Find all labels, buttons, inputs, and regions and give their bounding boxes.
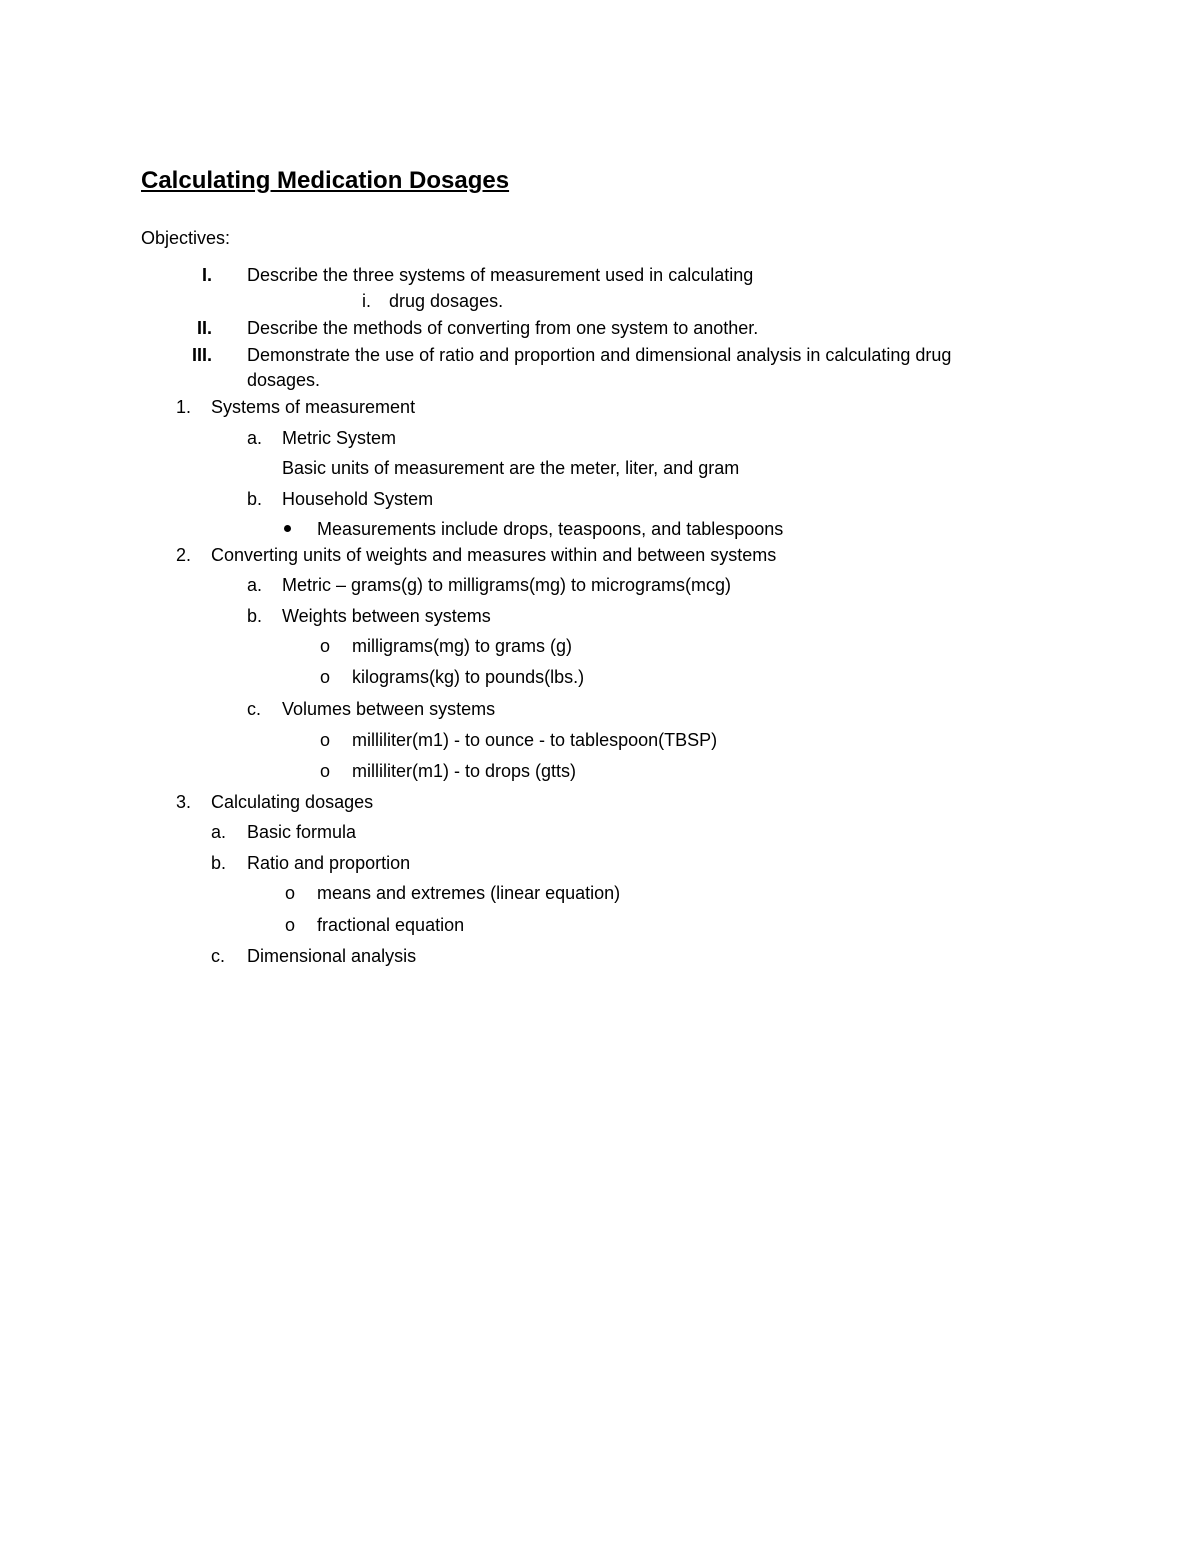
list-item: Ratio and proportion — [247, 853, 411, 873]
objective-marker: III. — [191, 345, 212, 365]
objective-marker: I. — [201, 265, 212, 285]
sub-bullet-item: milligrams(mg) to grams (g) — [352, 636, 573, 656]
objectives-label: Objectives: — [141, 228, 231, 248]
list-item-marker: b. — [247, 606, 263, 626]
list-item: Weights between systems — [282, 606, 491, 626]
list-item: Basic formula — [247, 822, 357, 842]
sub-bullet-item: milliliter(m1) - to ounce - to tablespoon(TBSP) — [352, 730, 718, 750]
sub-bullet-marker: o — [320, 636, 331, 656]
list-item: Dimensional analysis — [247, 946, 417, 966]
objective-text: Describe the three systems of measurement used in calculating — [247, 265, 754, 285]
list-item: Metric System — [282, 428, 397, 448]
bullet-icon — [284, 525, 291, 532]
section-marker: 1. — [176, 397, 192, 417]
sub-bullet-marker: o — [320, 667, 331, 687]
list-item: Metric – grams(g) to milligrams(mg) to micrograms(mcg) — [282, 575, 732, 595]
objective-text: Demonstrate the use of ratio and proportion and dimensional analysis in calculating drug — [247, 345, 952, 365]
section-heading: Converting units of weights and measures within and between systems — [211, 545, 777, 565]
list-item: Volumes between systems — [282, 699, 496, 719]
section-marker: 2. — [176, 545, 192, 565]
list-item-marker: b. — [211, 853, 227, 873]
section-heading: Calculating dosages — [211, 792, 374, 812]
document-title: Calculating Medication Dosages — [141, 167, 510, 194]
list-item-marker: b. — [247, 489, 263, 509]
list-item: Household System — [282, 489, 434, 509]
objective-marker: II. — [196, 318, 212, 338]
list-item-marker: a. — [247, 575, 263, 595]
sub-bullet-item: means and extremes (linear equation) — [317, 883, 621, 903]
sub-bullet-marker: o — [320, 730, 331, 750]
section-marker: 3. — [176, 792, 192, 812]
list-item-marker: a. — [211, 822, 227, 842]
sub-bullet-marker: o — [320, 761, 331, 781]
sub-bullet-item: milliliter(m1) - to drops (gtts) — [352, 761, 577, 781]
objective-text: Describe the methods of converting from one system to another. — [247, 318, 759, 338]
list-item-marker: c. — [211, 946, 226, 966]
sub-bullet-item: fractional equation — [317, 915, 465, 935]
list-item-marker: a. — [247, 428, 263, 448]
objective-text: drug dosages. — [389, 291, 504, 311]
objective-marker: i. — [362, 291, 371, 311]
section-heading: Systems of measurement — [211, 397, 416, 417]
sub-bullet-marker: o — [285, 883, 296, 903]
sub-bullet-marker: o — [285, 915, 296, 935]
bullet-item: Measurements include drops, teaspoons, and tablespoons — [317, 519, 784, 539]
list-item-marker: c. — [247, 699, 262, 719]
objective-text-continuation: dosages. — [247, 370, 321, 390]
sub-bullet-item: kilograms(kg) to pounds(lbs.) — [352, 667, 585, 687]
list-item-note: Basic units of measurement are the meter, liter, and gram — [282, 458, 740, 478]
